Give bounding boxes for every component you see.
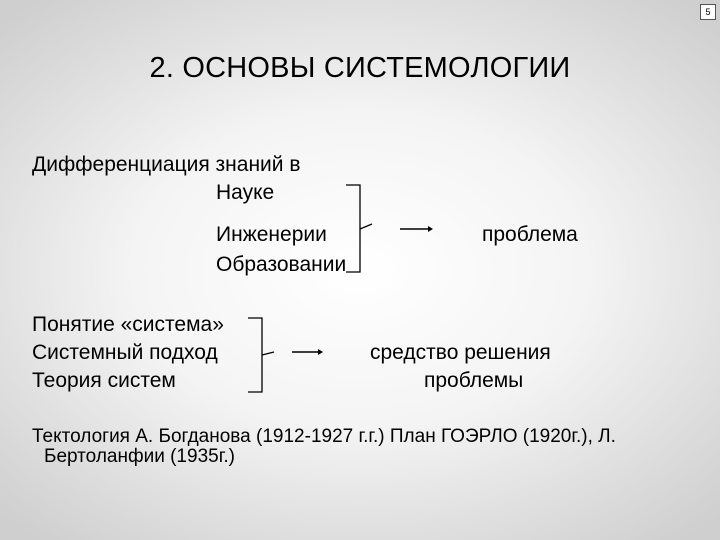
footer-line2: Бертоланфии (1935г.) xyxy=(44,446,235,467)
item-education: Образовании xyxy=(216,253,347,276)
footer-line1: Тектология А. Богданова (1912-1927 г.г.) План ГОЭРЛО (1920г.), Л. xyxy=(32,426,616,447)
page-number: 5 xyxy=(700,4,716,20)
upper-bracket-tick xyxy=(360,224,372,229)
item-system-theory: Теория систем xyxy=(32,369,176,392)
upper-arrow-head xyxy=(428,226,433,232)
differentiation-heading: Дифференциация знаний в xyxy=(32,153,301,176)
result-problem: проблема xyxy=(482,223,578,246)
item-science: Науке xyxy=(216,181,275,204)
lower-bracket xyxy=(248,318,262,392)
slide-title: 2. ОСНОВЫ СИСТЕМОЛОГИИ xyxy=(149,52,571,84)
item-system-concept: Понятие «система» xyxy=(32,313,224,336)
item-engineering: Инженерии xyxy=(216,223,327,246)
lower-arrow-head xyxy=(318,349,323,355)
result-solution-line1: средство решения xyxy=(370,341,551,364)
item-system-approach: Системный подход xyxy=(32,341,218,364)
lower-bracket-tick xyxy=(262,352,274,355)
result-solution-line2: проблемы xyxy=(424,369,524,392)
upper-bracket xyxy=(346,185,360,272)
